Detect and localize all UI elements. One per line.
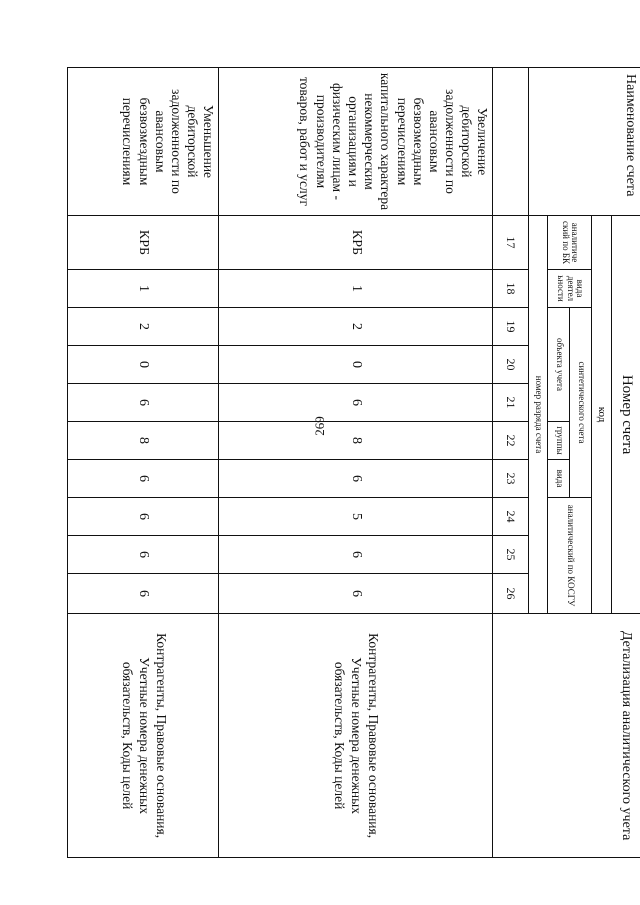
cell-detail: Контрагенты, Правовые основания, Учетные номера денежных обязательств, Коды целей: [219, 614, 493, 858]
account-table: [67, 67, 640, 858]
cell-activity: 1: [68, 270, 219, 308]
cell-kind: 6: [68, 460, 219, 498]
digit-col-26: 26: [493, 574, 529, 614]
digit-col-19: 19: [493, 308, 529, 346]
cell-kosgu-3: 6: [219, 574, 493, 614]
cell-kind: 6: [219, 460, 493, 498]
cell-kosgu-1: 5: [219, 498, 493, 536]
account-table-rotated: [67, 67, 640, 857]
table-row: [219, 68, 493, 858]
header-kind: вида: [548, 460, 570, 498]
header-activity-kind: вида деятел ьности: [548, 270, 592, 308]
cell-kosgu-2: 6: [219, 536, 493, 574]
header-analytic-bk: аналитиче ский по БК: [548, 216, 592, 270]
cell-obj-3: 6: [68, 384, 219, 422]
cell-analytic-bk: КРБ: [68, 216, 219, 270]
cell-obj-3: 6: [219, 384, 493, 422]
digit-col-23: 23: [493, 460, 529, 498]
digit-col-24: 24: [493, 498, 529, 536]
header-account-number: Номер счета: [611, 216, 640, 614]
digit-col-18: 18: [493, 270, 529, 308]
digit-col-17: 17: [493, 216, 529, 270]
header-name: Наименование счета: [529, 68, 640, 216]
header-analytic-kosgu: аналитический по КОСГУ: [548, 498, 592, 614]
header-object: объекта учета: [548, 308, 570, 422]
cell-kosgu-3: 6: [68, 574, 219, 614]
cell-group: 8: [68, 422, 219, 460]
row-name: Уменьшение дебиторской задолженности по авансовым безвозмездным перечислениям: [68, 68, 219, 216]
cell-obj-1: 2: [219, 308, 493, 346]
digit-col-25: 25: [493, 536, 529, 574]
header-group: группы: [548, 422, 570, 460]
cell-kosgu-2: 6: [68, 536, 219, 574]
cell-group: 8: [219, 422, 493, 460]
cell-obj-2: 0: [219, 346, 493, 384]
digit-col-20: 20: [493, 346, 529, 384]
header-digit-number: номер разряда счета: [529, 216, 548, 614]
header-detail: Детализация аналитического учета: [493, 614, 640, 858]
row-name: Увеличение дебиторской задолженности по авансовым безвозмездным перечислениям капитального характера некоммерческим организациям и физическим лицам - производителям товаров, работ и услуг: [219, 68, 493, 216]
cell-activity: 1: [219, 270, 493, 308]
page-number: 269: [312, 416, 327, 436]
table-row: [68, 68, 219, 858]
cell-obj-2: 0: [68, 346, 219, 384]
header-synthetic: синтетического счета: [570, 308, 592, 498]
header-code: код: [592, 216, 611, 614]
cell-analytic-bk: КРБ: [219, 216, 493, 270]
cell-kosgu-1: 6: [68, 498, 219, 536]
digit-col-22: 22: [493, 422, 529, 460]
cell-detail: Контрагенты, Правовые основания, Учетные номера денежных обязательств, Коды целей: [68, 614, 219, 858]
cell-obj-1: 2: [68, 308, 219, 346]
digit-col-21: 21: [493, 384, 529, 422]
